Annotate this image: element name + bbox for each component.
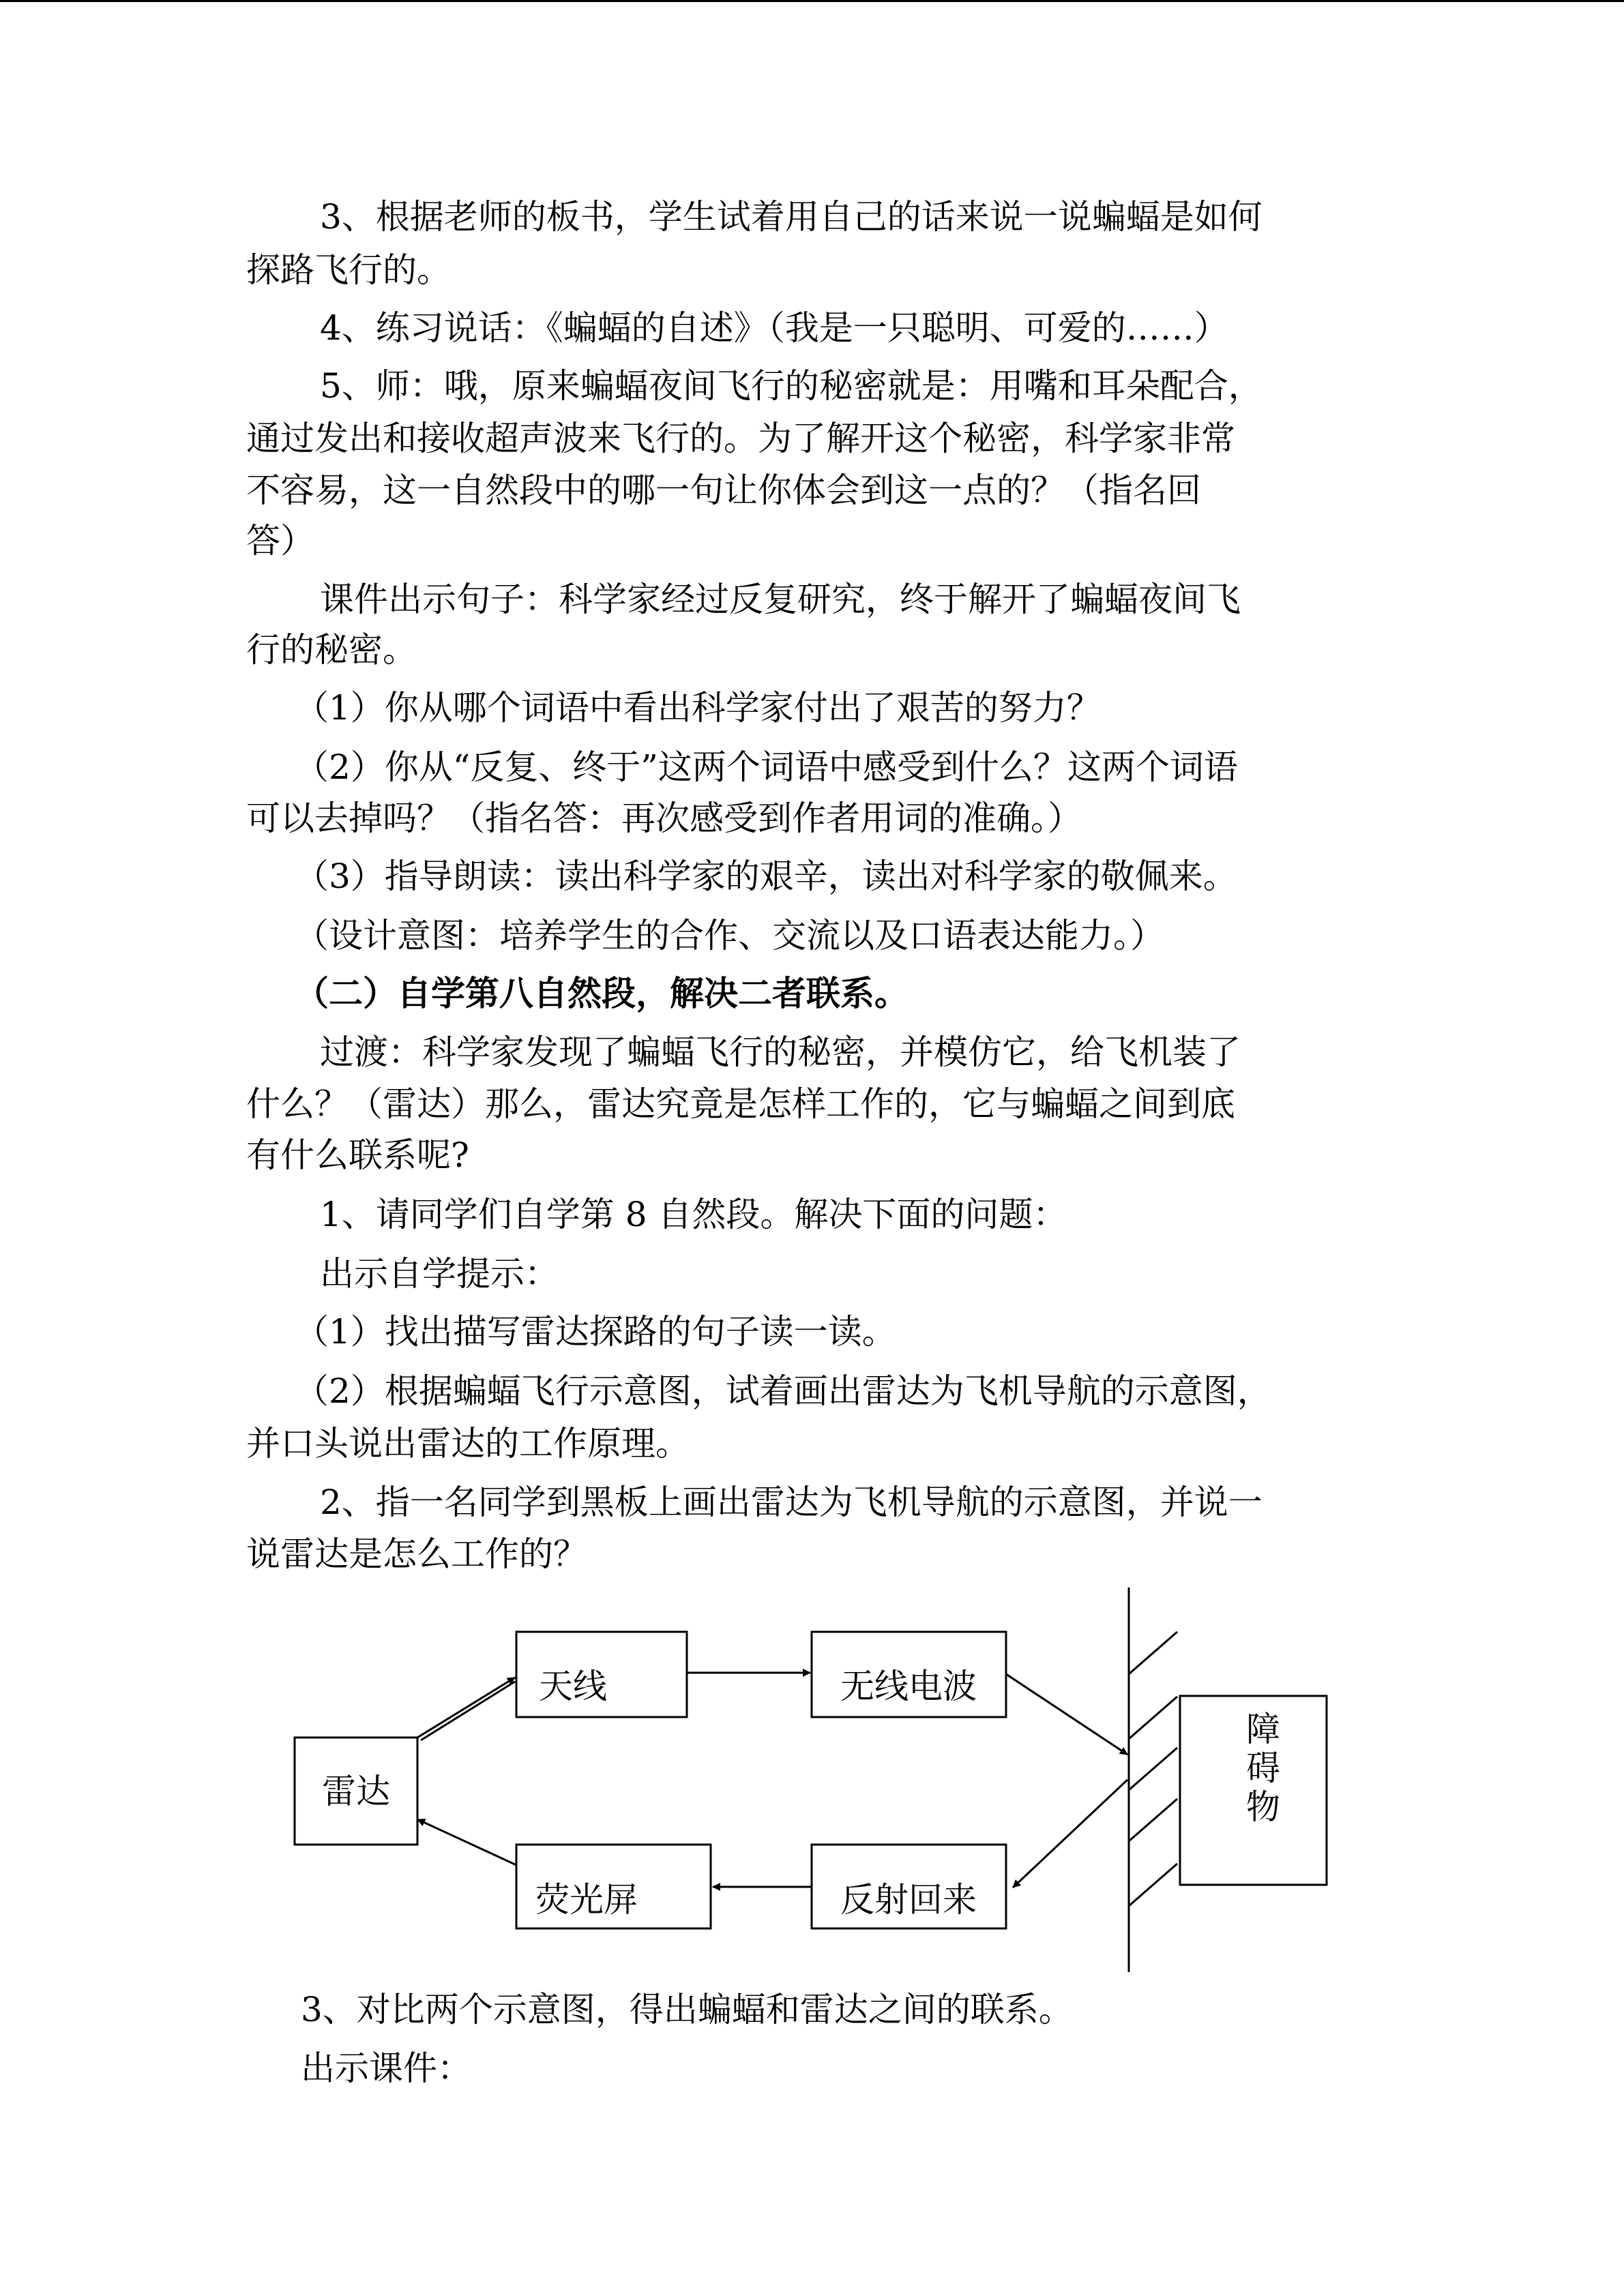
paragraph-line: 可以去掉吗？（指名答：再次感受到作者用词的准确。） — [246, 799, 1082, 838]
antenna-label: 天线 — [539, 1667, 607, 1706]
paragraph-line: （1）找出描写雷达探路的句子读一读。 — [295, 1312, 896, 1352]
paragraph-line: 通过发出和接收超声波来飞行的。为了解开这个秘密，科学家非常 — [246, 419, 1235, 458]
wall-hatch — [1129, 1632, 1177, 1906]
radar-label: 雷达 — [322, 1772, 390, 1811]
screen-label: 荧光屏 — [535, 1880, 638, 1920]
paragraph-line: 什么？（雷达）那么，雷达究竟是怎样工作的，它与蝙蝠之间到底 — [246, 1084, 1235, 1124]
arrow-wave-to-obstacle — [1006, 1674, 1127, 1755]
radar-box — [295, 1738, 417, 1845]
paragraph-line: 1、请同学们自学第 8 自然段。解决下面的问题： — [320, 1195, 1067, 1234]
obstacle-box — [1180, 1696, 1327, 1885]
radio-wave-label: 无线电波 — [840, 1667, 977, 1706]
arrow-obstacle-to-reflect — [1013, 1780, 1127, 1888]
paragraph-line: （3）指导朗读：读出科学家的艰辛，读出对科学家的敬佩来。 — [295, 856, 1237, 896]
paragraph-line: 5、师：哦，原来蝙蝠夜间飞行的秘密就是：用嘴和耳朵配合， — [320, 366, 1263, 406]
paragraph-line: （2）根据蝙蝠飞行示意图，试着画出雷达为飞机导航的示意图， — [295, 1371, 1271, 1411]
paragraph-line: 有什么联系呢? — [246, 1135, 469, 1175]
antenna-box — [516, 1632, 687, 1717]
paragraph-line: （1）你从哪个词语中看出科学家付出了艰苦的努力？ — [295, 688, 1101, 728]
arrow-radar-to-antenna — [417, 1678, 515, 1738]
screen-box — [516, 1845, 711, 1928]
paragraph-line: 课件出示句子：科学家经过反复研究，终于解开了蝙蝠夜间飞 — [320, 580, 1241, 619]
paragraph-line: 过渡：科学家发现了蝙蝠飞行的秘密，并模仿它，给飞机装了 — [320, 1032, 1241, 1072]
section-heading: （二）自学第八自然段，解决二者联系。 — [295, 973, 909, 1013]
obstacle-label-1: 障 — [1246, 1710, 1280, 1749]
reflect-label: 反射回来 — [840, 1880, 977, 1920]
paragraph-line: 说雷达是怎么工作的？ — [246, 1534, 587, 1574]
reflect-box — [812, 1845, 1006, 1928]
arrow-radar-to-antenna-double — [421, 1682, 515, 1740]
paragraph-line: 出示课件： — [301, 2048, 471, 2088]
obstacle-label-2: 碍 — [1246, 1748, 1280, 1788]
paragraph-line: 2、指一名同学到黑板上画出雷达为飞机导航的示意图，并说一 — [320, 1482, 1263, 1522]
paragraph-line: 3、对比两个示意图，得出蝙蝠和雷达之间的联系。 — [301, 1990, 1073, 2029]
paragraph-line: 答） — [246, 521, 314, 561]
arrow-screen-to-radar — [417, 1819, 516, 1865]
obstacle-label-3: 物 — [1246, 1787, 1280, 1827]
paragraph-line: 探路飞行的。 — [246, 250, 451, 290]
radio-wave-box — [812, 1632, 1006, 1717]
paragraph-line: 并口头说出雷达的工作原理。 — [246, 1424, 690, 1463]
paragraph-line: 3、根据老师的板书，学生试着用自己的话来说一说蝙蝠是如何 — [320, 197, 1263, 237]
paragraph-line: 行的秘密。 — [246, 630, 417, 670]
paragraph-line: 不容易，这一自然段中的哪一句让你体会到这一点的？（指名回 — [246, 471, 1201, 510]
paragraph-line: （设计意图：培养学生的合作、交流以及口语表达能力。） — [295, 916, 1164, 955]
paragraph-line: （2）你从“反复、终于”这两个词语中感受到什么？这两个词语 — [295, 747, 1238, 787]
paragraph-line: 4、练习说话：《蝙蝠的自述》（我是一只聪明、可爱的……） — [320, 308, 1228, 348]
paragraph-line: 出示自学提示： — [320, 1254, 559, 1294]
